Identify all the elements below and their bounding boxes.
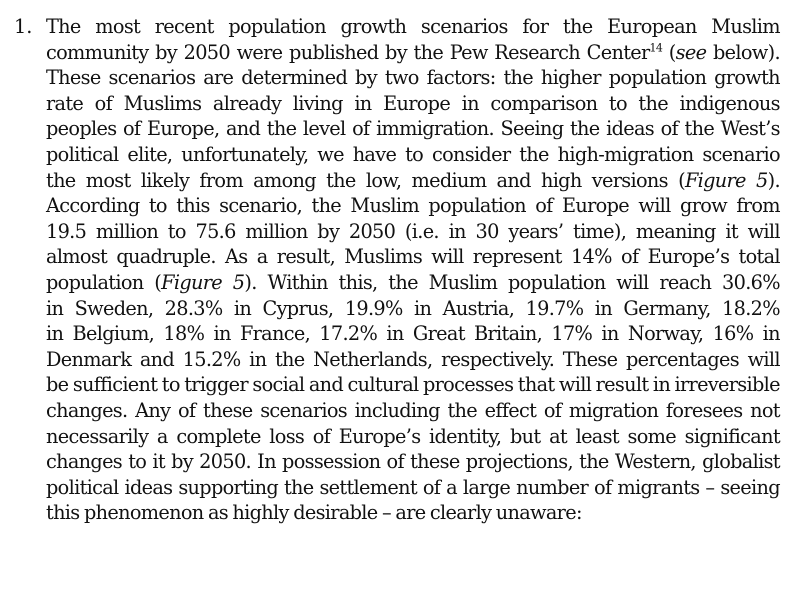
text-line [46,14,780,40]
text-segment: community by 2050 were published by the Pew Research Center [46,40,650,64]
text-segment: Denmark and 15.2% in the Netherlands, respectively. These percentages will [46,347,780,371]
text-line [46,500,780,526]
text-segment: this phenomenon as highly desirable – are clearly unaware: [46,501,582,525]
footnote-reference: 14 [649,41,663,55]
text-line [46,40,780,66]
text-line [46,116,780,142]
text-segment: the most likely from among the low, medium and high versions ( [46,168,685,192]
text-line [46,398,780,424]
text-segment: below). [706,40,780,64]
text-segment: peoples of Europe, and the level of immigration. Seeing the ideas of the West’s [46,117,780,141]
text-segment: in Sweden, 28.3% in Cyprus, 19.9% in Austria, 19.7% in Germany, 18.2% [46,296,780,320]
text-segment: rate of Muslims already living in Europe in comparison to the indigenous [46,91,780,115]
text-line [46,449,780,475]
text-line [46,91,780,117]
paragraph-body [46,14,780,526]
text-line [46,347,780,373]
text-segment: in Belgium, 18% in France, 17.2% in Great Britain, 17% in Norway, 16% in [46,322,780,346]
text-line [46,475,780,501]
text-line [46,270,780,296]
text-line [46,372,780,398]
text-line [46,321,780,347]
text-segment: 19.5 million to 75.6 million by 2050 (i.e. in 30 years’ time), meaning it will [46,219,780,243]
text-segment: changes to it by 2050. In possession of these projections, the Western, globalist [46,450,780,474]
text-segment: ). [767,168,780,192]
italic-text: see [675,40,707,64]
italic-text: Figure 5 [161,270,245,294]
text-line [46,296,780,322]
text-segment: political ideas supporting the settlement of a large number of migrants – seeing [46,475,780,499]
text-segment: necessarily a complete loss of Europe’s identity, but at least some significant [46,424,780,448]
text-segment: ( [662,40,676,64]
text-segment: According to this scenario, the Muslim population of Europe will grow from [46,194,780,218]
text-segment: The most recent population growth scenarios for the European Muslim [46,15,780,38]
text-line [46,65,780,91]
numbered-paragraph [14,14,786,526]
text-segment: be sufficient to trigger social and cultural processes that will result in irreversible [46,373,780,397]
paragraph-number: 1. [14,15,33,38]
text-segment: These scenarios are determined by two factors: the higher population growth [46,66,780,90]
text-line [46,193,780,219]
text-segment: changes. Any of these scenarios including the effect of migration foresees not [46,398,780,422]
text-line [46,142,780,168]
text-line [46,424,780,450]
text-line [46,168,780,194]
text-segment: political elite, unfortunately, we have to consider the high-migration scenario [46,142,780,166]
italic-text: Figure 5 [684,168,768,192]
text-segment: almost quadruple. As a result, Muslims will represent 14% of Europe’s total [46,245,780,269]
text-line [46,244,780,270]
text-segment: population ( [46,270,162,294]
text-line [46,219,780,245]
text-segment: ). Within this, the Muslim population will reach 30.6% [244,270,780,294]
